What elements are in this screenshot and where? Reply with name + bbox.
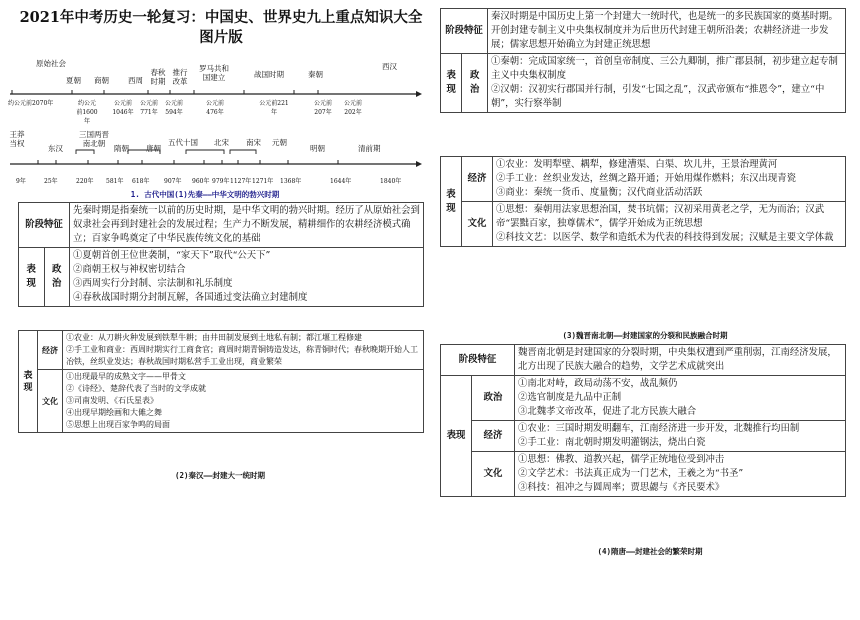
tl-date-bot-10: 1368年 xyxy=(280,178,302,185)
tl-top-8: 西汉 xyxy=(382,62,397,71)
list-item: ②科技文艺：以医学、数学和造纸术为代表的科技得到发展；汉赋是主要文学体裁 xyxy=(496,232,834,243)
stage-header: 阶段特征 xyxy=(441,9,488,54)
tl-bot-4: 唐朝 xyxy=(146,144,161,153)
caption-t1: 1. 古代中国(1)先秦——中华文明的勃兴时期 xyxy=(130,190,280,199)
tl-bot-10: 清前期 xyxy=(358,144,381,153)
tl-date-bot-6: 960年 xyxy=(192,178,210,185)
wenhua-header: 文化 xyxy=(38,370,63,433)
tl-top-1: 夏朝 xyxy=(66,76,81,85)
stage-header: 阶段特征 xyxy=(441,345,515,376)
stage-header: 阶段特征 xyxy=(19,203,70,248)
stage-text: 先秦时期是指秦统一以前的历史时期，是中华文明的勃兴时期。经历了从原始社会到奴隶社会再到封建社会的发展过程；生产力不断发展，精耕细作的农耕经济模式确立；百家争鸣奠定了中华民族传统文化的基础 xyxy=(70,203,424,248)
culture-cell xyxy=(515,452,846,497)
table-qinhan-lower xyxy=(18,330,424,433)
tl-bot-7: 南宋 xyxy=(246,138,261,147)
tl-top-6: 战国时期 xyxy=(254,70,284,79)
jingji-header: 经济 xyxy=(38,331,63,370)
tl-date-top-1: 约公元前1600年 xyxy=(76,100,98,125)
tl-top-republic: 罗马共和国建立 xyxy=(199,64,229,82)
list-item: ②文学艺术：书法真正成为一门艺术，王羲之为“书圣” xyxy=(518,468,744,479)
tl-date-top-6: 公元前221年 xyxy=(259,100,289,116)
page-title: 2021年中考历史一轮复习：中国史、世界史九上重点知识大全图片版 xyxy=(19,9,423,46)
list-item: ②手工业和商业：西周时期实行工商食官；商周时期青铜铸造发达，称青铜时代；春秋晚期开始人工冶铁，丝织业发达；春秋战国时期私营手工业出现，商业繁荣 xyxy=(66,345,418,366)
zhengzhi-header: 政治 xyxy=(44,248,70,307)
tl-date-bot-2: 220年 xyxy=(76,178,94,185)
timeline xyxy=(8,56,422,188)
tl-date-top-0: 约公元前2070年 xyxy=(8,100,54,107)
biaoxian-header: 表现 xyxy=(19,331,38,433)
list-item: ②选官制度是九品中正制 xyxy=(518,392,622,403)
tl-date-bot-12: 1840年 xyxy=(380,178,402,185)
table-row xyxy=(19,248,424,307)
table-row xyxy=(441,452,846,497)
tl-date-top-4: 公元前594年 xyxy=(164,100,183,116)
tl-bot-2: 三国两晋南北朝 xyxy=(79,130,109,148)
tl-date-bot-0: 9年 xyxy=(16,178,26,185)
tl-top-7: 秦朝 xyxy=(308,70,323,79)
biaoxian-header: 表现 xyxy=(441,376,472,497)
list-item: ④出现早期绘画和大傩之舞 xyxy=(66,408,162,417)
biaoxian-header: 表现 xyxy=(441,157,462,247)
list-item: ④春秋战国时期分封制瓦解，各国通过变法确立封建制度 xyxy=(73,292,308,303)
caption-t3: (3)魏晋南北朝——封建国家的分裂和民族融合时期 xyxy=(562,331,728,340)
list-item: ③商业：秦统一货币、度量衡；汉代商业活动活跃 xyxy=(496,187,703,198)
culture-cell xyxy=(493,202,846,247)
zhengzhi-header: 政治 xyxy=(472,376,515,421)
list-item: ③西周实行分封制、宗法制和礼乐制度 xyxy=(73,278,233,289)
tl-date-top-5: 公元前476年 xyxy=(205,100,224,116)
politics-cell xyxy=(488,54,846,113)
table-xianqin xyxy=(18,202,424,307)
list-item: ③科技：祖冲之与圆周率；贾思勰与《齐民要术》 xyxy=(518,482,725,493)
list-item: ①出现最早的成熟文字——甲骨文 xyxy=(66,372,186,381)
table-row xyxy=(441,157,846,202)
table-row xyxy=(441,9,846,54)
list-item: ①农业：三国时期发明翻车，江南经济进一步开发，北魏推行均田制 xyxy=(518,423,800,434)
culture-cell xyxy=(63,370,424,433)
tl-bot-8: 元朝 xyxy=(272,138,287,147)
tl-top-2: 商朝 xyxy=(94,76,109,85)
list-item: ①秦朝：完成国家统一，首创皇帝制度、三公九卿制，推广郡县制，初步建立起专制主义中央集权制度 xyxy=(491,56,838,81)
tl-top-reform: 推行改革 xyxy=(172,68,188,86)
table-row xyxy=(441,345,846,376)
tl-date-bot-8: 1127年 xyxy=(230,178,252,185)
list-item: ①农业：发明犁壁、耦犁，修建漕渠、白渠、坎儿井，王景治理黄河 xyxy=(496,159,778,170)
tl-top-3: 西周 xyxy=(128,76,143,85)
table-weijin xyxy=(440,344,846,497)
table-row xyxy=(441,376,846,421)
table-row xyxy=(441,421,846,452)
tl-date-bot-4: 618年 xyxy=(132,178,150,185)
tl-bot-6: 北宋 xyxy=(214,138,229,147)
list-item: ②《诗经》、楚辞代表了当时的文学成就 xyxy=(66,384,206,393)
table-row xyxy=(19,370,424,433)
tl-date-top-3: 公元前771年 xyxy=(139,100,158,116)
caption-t2: (2)秦汉——封建大一统时期 xyxy=(174,471,266,480)
table-row xyxy=(19,331,424,370)
caption-t4: (4)隋唐——封建社会的繁荣时期 xyxy=(597,547,703,556)
tl-bot-3: 隋朝 xyxy=(114,144,129,153)
tl-date-bot-9: 1271年 xyxy=(252,178,274,185)
tl-date-bot-1: 25年 xyxy=(44,178,58,185)
list-item: ①思想：秦朝用法家思想治国，焚书坑儒；汉初采用黄老之学，无为而治；汉武帝“罢黜百家，独尊儒术”，儒学开始成为正统思想 xyxy=(496,204,825,229)
table-row xyxy=(441,54,846,113)
tl-date-bot-3: 581年 xyxy=(106,178,124,185)
stage-text: 魏晋南北朝是封建国家的分裂时期，中央集权遭到严重削弱，江南经济发展，北方出现了民族大融合的趋势，文学艺术成就突出 xyxy=(515,345,846,376)
politics-cell xyxy=(70,248,424,307)
list-item: ③北魏孝文帝改革，促进了北方民族大融合 xyxy=(518,406,697,417)
zhengzhi-header: 政治 xyxy=(462,54,488,113)
table-row xyxy=(441,202,846,247)
biaoxian-header: 表现 xyxy=(441,54,462,113)
table-qinhan-econ xyxy=(440,156,846,247)
stage-text: 秦汉时期是中国历史上第一个封建大一统时代，也是统一的多民族国家的奠基时期。开创封建专制主义中央集权制度并为后世历代封建王朝所沿袭；农耕经济进一步发展；儒家思想开始确立为封建正统思想 xyxy=(488,9,846,54)
table-qinhan xyxy=(440,8,846,113)
tl-date-top-7: 公元前207年 xyxy=(313,100,332,116)
list-item: ③司南发明、《石氏星表》 xyxy=(66,396,158,405)
economy-cell xyxy=(63,331,424,370)
economy-cell xyxy=(515,421,846,452)
list-item: ②手工业：南北朝时期发明灌钢法，烧出白瓷 xyxy=(518,437,706,448)
list-item: ①夏朝首创王位世袭制，“家天下”取代“公天下” xyxy=(73,250,271,261)
tl-bot-5: 五代十国 xyxy=(168,138,198,147)
list-item: ②商朝王权与神权密切结合 xyxy=(73,264,186,275)
wenhua-header: 文化 xyxy=(472,452,515,497)
list-item: ②汉朝：汉初实行郡国并行制，引发“七国之乱”，汉武帝颁布“推恩令”，建立“中朝”，实行察举制 xyxy=(491,84,825,109)
tl-bot-1: 东汉 xyxy=(48,144,63,153)
tl-date-bot-7: 979年 xyxy=(212,178,230,185)
tl-bot-0: 王莽当权 xyxy=(9,130,25,148)
biaoxian-header: 表现 xyxy=(19,248,45,307)
wenhua-header: 文化 xyxy=(462,202,493,247)
list-item: ⑤思想上出现百家争鸣的局面 xyxy=(66,420,170,429)
tl-date-bot-11: 1644年 xyxy=(330,178,352,185)
list-item: ①南北对峙，政局动荡不安，战乱频仍 xyxy=(518,378,678,389)
economy-cell xyxy=(493,157,846,202)
tl-date-bot-5: 907年 xyxy=(164,178,182,185)
tl-date-top-2: 公元前1046年 xyxy=(112,100,134,116)
tl-top-4: 春秋时期 xyxy=(150,68,166,86)
list-item: ②手工业：丝织业发达，丝绸之路开通；开始用煤作燃料；东汉出现青瓷 xyxy=(496,173,797,184)
tl-top-0: 原始社会 xyxy=(36,59,66,68)
jingji-header: 经济 xyxy=(472,421,515,452)
jingji-header: 经济 xyxy=(462,157,493,202)
tl-bot-9: 明朝 xyxy=(310,144,325,153)
tl-date-top-8: 公元前202年 xyxy=(343,100,362,116)
politics-cell xyxy=(515,376,846,421)
list-item: ①思想：佛教、道教兴起，儒学正统地位受到冲击 xyxy=(518,454,725,465)
list-item: ①农业：从刀耕火种发展到铁犁牛耕；由井田制发展到土地私有制；都江堰工程修建 xyxy=(66,333,362,342)
table-row xyxy=(19,203,424,248)
